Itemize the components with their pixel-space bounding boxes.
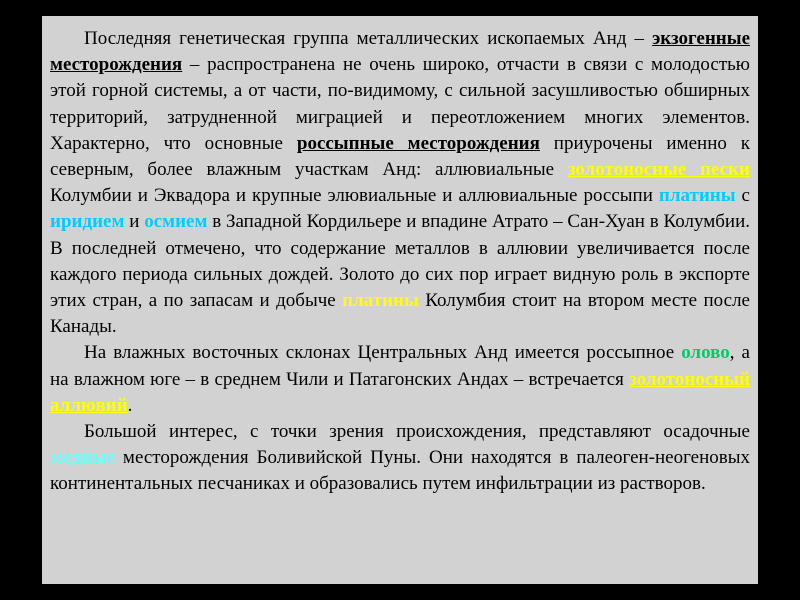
- text-panel: [42, 16, 758, 584]
- text: Большой интерес, с точки зрения происхождения, представляют осадочные: [84, 421, 750, 443]
- term-platinum-2: платины: [342, 290, 419, 312]
- term-gold-alluvium: золотоносный аллювий: [50, 368, 750, 416]
- text: в Западной Кордильере и впадине Атрато – Сан-Хуан в Колумбии. В последней отмечено, что содержание металлов в аллювии увеличивается после каждого периода сильных дождей. Золото до сих пор играет видную роль в экспорте этих стран, а по запасам и добыче: [50, 211, 750, 312]
- term-platinum: платины: [658, 185, 736, 207]
- paragraph-3: [50, 419, 750, 498]
- text: приурочены именно к северным, более влажным участкам Анд: аллювиальные: [50, 132, 750, 181]
- text: Колумбия стоит на втором месте после Канады.: [50, 290, 750, 338]
- text: и: [124, 211, 145, 233]
- term-copper: медные: [50, 447, 115, 469]
- paragraph-2: [50, 340, 750, 419]
- text: – распространена не очень широко, отчасти в связи с молодостью этой горной системы, а от части, по-видимому, с сильной засушливостью обширных территорий, затрудненной миграцией и переотложением многих элементов. Характерно, что основные: [50, 54, 750, 154]
- term-tin: олово: [681, 342, 730, 364]
- term-iridium: иридием: [50, 211, 125, 233]
- term-exogenous-deposits: экзогенные месторождения: [50, 28, 750, 76]
- term-placer-deposits: россыпные месторождения: [296, 132, 540, 154]
- paragraph-1: [50, 26, 750, 340]
- text: Колумбии и Эквадора и крупные элювиальные и аллювиальные россыпи: [50, 185, 659, 207]
- text: , а на влажном юге – в среднем Чили и Патагонских Андах – встречается: [50, 342, 750, 390]
- term-gold-sands: золотоносные пески: [567, 159, 750, 181]
- text: На влажных восточных склонах Центральных Анд имеется россыпное: [84, 342, 682, 364]
- text: Последняя генетическая группа металлических ископаемых Анд –: [84, 28, 653, 49]
- text: месторождения Боливийской Пуны. Они находятся в палеоген-неогеновых континентальных песчаниках и образовались путем инфильтрации из растворов.: [50, 447, 750, 495]
- text: с: [735, 185, 750, 207]
- term-osmium: осмием: [144, 211, 208, 233]
- text: .: [127, 394, 133, 416]
